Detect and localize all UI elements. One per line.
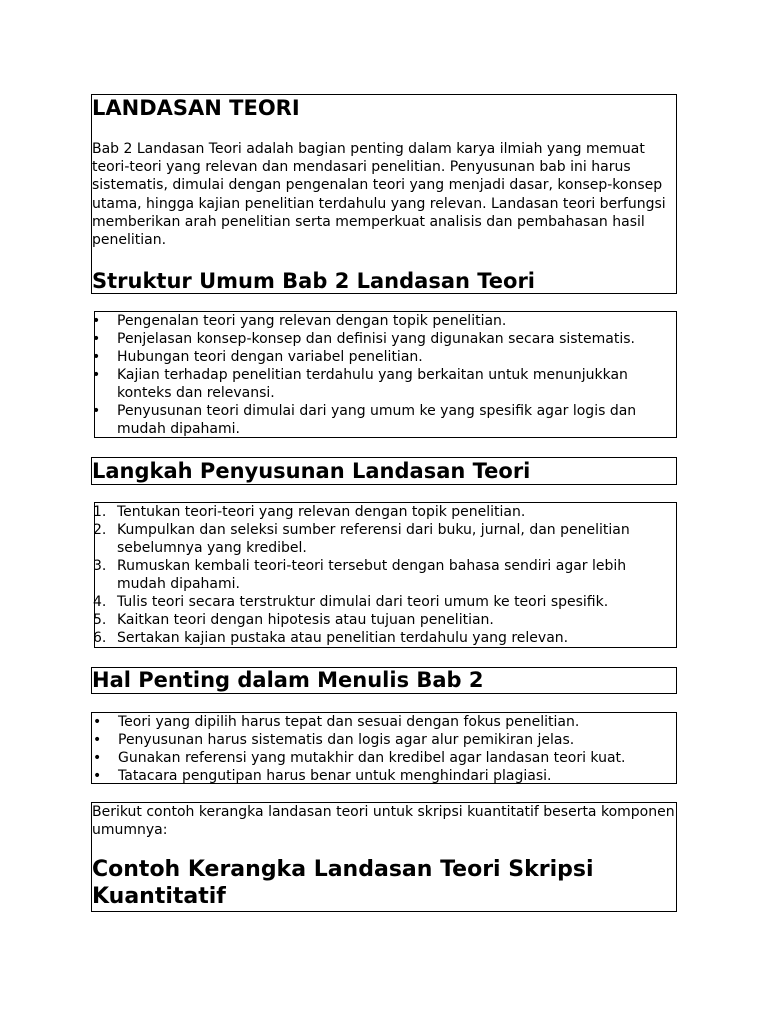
hal-penting-list bbox=[92, 713, 676, 785]
list-text: Kumpulkan dan seleksi sumber referensi dari buku, jurnal, dan penelitian sebelumnya yang kredibel. bbox=[117, 522, 630, 556]
list-item bbox=[91, 557, 676, 593]
hal-penting-list-section bbox=[91, 712, 677, 784]
langkah-heading-section bbox=[91, 457, 677, 485]
list-number: 5. bbox=[93, 612, 107, 628]
list-number: 2. bbox=[93, 522, 107, 538]
list-number: 1. bbox=[93, 504, 107, 520]
langkah-list bbox=[91, 503, 676, 647]
list-text: Sertakan kajian pustaka atau penelitian terdahulu yang relevan. bbox=[117, 630, 569, 646]
list-item bbox=[91, 503, 676, 521]
list-item: • Penyusunan harus sistematis dan logis agar alur pemikiran jelas. bbox=[92, 731, 676, 749]
intro-paragraph: Bab 2 Landasan Teori adalah bagian penting dalam karya ilmiah yang memuat teori-teori yang relevan dan mendasari penelitian. Penyusunan bab ini harus sistematis, dimulai dengan pengenalan teori yang menjadi dasar, konsep-konsep utama, hingga kajian penelitian terdahulu yang relevan. Landasan teori berfungsi memberikan arah penelitian serta memperkuat analisis dan pembahasan hasil penelitian. bbox=[92, 141, 666, 249]
list-item: • Tatacara pengutipan harus benar untuk menghindari plagiasi. bbox=[92, 767, 676, 785]
struktur-list bbox=[91, 312, 676, 438]
list-text: Tulis teori secara terstruktur dimulai dari teori umum ke teori spesifik. bbox=[117, 594, 609, 610]
list-number: 3. bbox=[93, 558, 107, 574]
list-item: • Hubungan teori dengan variabel penelitian. bbox=[91, 348, 676, 366]
list-text: Kaitkan teori dengan hipotesis atau tujuan penelitian. bbox=[117, 612, 494, 628]
list-item bbox=[91, 611, 676, 629]
list-item: • Pengenalan teori yang relevan dengan topik penelitian. bbox=[91, 312, 676, 330]
list-item bbox=[91, 593, 676, 611]
list-item: • Penyusunan teori dimulai dari yang umum ke yang spesifik agar logis dan mudah dipahami. bbox=[91, 402, 676, 438]
list-number: 6. bbox=[93, 630, 107, 646]
langkah-list-section bbox=[94, 502, 677, 648]
list-item bbox=[91, 521, 676, 557]
struktur-heading: Struktur Umum Bab 2 Landasan Teori bbox=[92, 269, 536, 294]
hal-penting-heading: Hal Penting dalam Menulis Bab 2 bbox=[92, 668, 484, 692]
list-item: • Kajian terhadap penelitian terdahulu yang berkaitan untuk menunjukkan konteks dan relevansi. bbox=[91, 366, 676, 402]
list-item: • Penjelasan konsep-konsep dan definisi yang digunakan secara sistematis. bbox=[91, 330, 676, 348]
list-number: 4. bbox=[93, 594, 107, 610]
intro-section bbox=[91, 94, 677, 294]
list-text: Tentukan teori-teori yang relevan dengan topik penelitian. bbox=[117, 504, 526, 520]
hal-penting-heading-section bbox=[91, 667, 677, 694]
page-title: LANDASAN TEORI bbox=[92, 96, 300, 120]
list-item bbox=[91, 629, 676, 647]
langkah-heading: Langkah Penyusunan Landasan Teori bbox=[92, 459, 531, 483]
struktur-list-section bbox=[94, 311, 677, 438]
list-item: • Gunakan referensi yang mutakhir dan kredibel agar landasan teori kuat. bbox=[92, 749, 676, 767]
list-text: Rumuskan kembali teori-teori tersebut dengan bahasa sendiri agar lebih mudah dipahami. bbox=[117, 558, 627, 592]
contoh-intro: Berikut contoh kerangka landasan teori untuk skripsi kuantitatif beserta komponen umumnya: bbox=[92, 804, 675, 839]
contoh-section bbox=[91, 802, 677, 912]
list-item: • Teori yang dipilih harus tepat dan sesuai dengan fokus penelitian. bbox=[92, 713, 676, 731]
contoh-heading: Contoh Kerangka Landasan Teori Skripsi Kuantitatif bbox=[92, 857, 594, 910]
